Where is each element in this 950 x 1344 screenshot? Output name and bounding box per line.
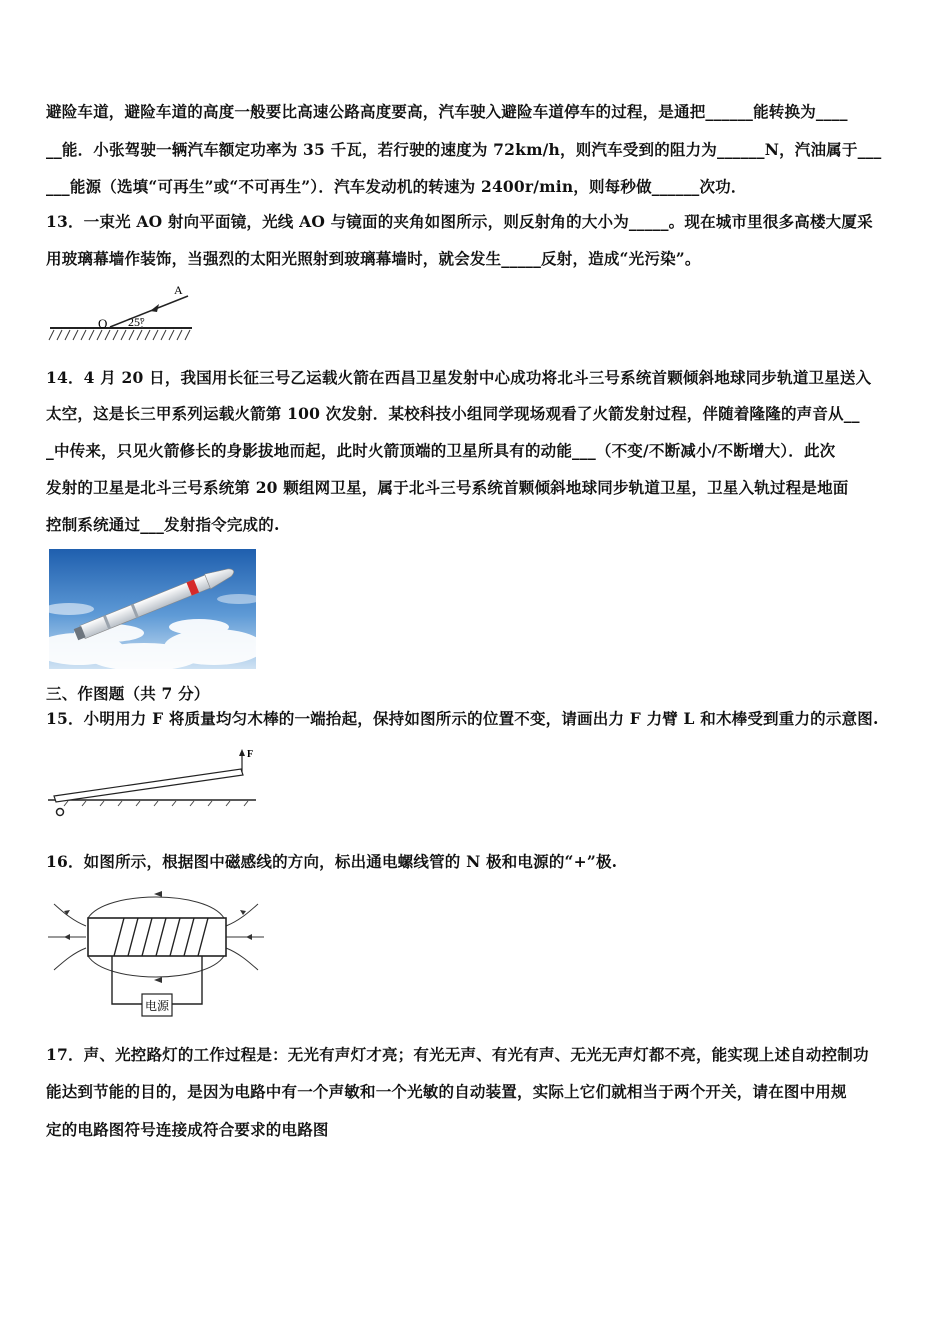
mirror-light-figure: [46, 282, 196, 346]
force-label-f: F: [247, 749, 254, 760]
angle-label: 25°: [128, 315, 145, 329]
lever-figure: [46, 744, 266, 822]
q14-text-line-4: 发射的卫星是北斗三号系统第 20 颗组网卫星，属于北斗三号系统首颗倾斜地球同步轨道卫星，卫星入轨过程是地面: [46, 478, 849, 497]
q15-text-line-1: 15．小明用力 F 将质量均匀木棒的一端抬起，保持如图所示的位置不变，请画出力 F 力臂 L 和木棒受到重力的示意图.: [46, 709, 879, 728]
rocket-photo: [49, 549, 256, 669]
section-heading: 三、作图题（共 7 分）: [46, 684, 210, 703]
q16-text-line-1: 16．如图所示，根据图中磁感线的方向，标出通电螺线管的 N 极和电源的“+”极.: [46, 852, 618, 871]
q14-text-line-1: 14．4 月 20 日，我国用长征三号乙运载火箭在西昌卫星发射中心成功将北斗三号系统首颗倾斜地球同步轨道卫星送入: [46, 368, 872, 387]
solenoid-figure: [46, 880, 266, 1026]
q17-text-line-2: 能达到节能的目的，是因为电路中有一个声敏和一个光敏的自动装置，实际上它们就相当于两个开关，请在图中用规: [46, 1082, 847, 1101]
q17-text-line-1: 17．声、光控路灯的工作过程是：无光有声灯才亮；有光无声、有光有声、无光无声灯都不亮，能实现上述自动控制功: [46, 1045, 869, 1064]
q14-text-line-5: 控制系统通过___发射指令完成的.: [46, 515, 280, 534]
q13-text-line-2: 用玻璃幕墙作装饰，当强烈的太阳光照射到玻璃幕墙时，就会发生_____反射，造成“光污染”。: [46, 249, 701, 268]
ray-label-a: A: [174, 283, 183, 297]
point-label-o: O: [98, 316, 108, 331]
q12-text-line-3: ___能源（选填“可再生”或“不可再生”）．汽车发动机的转速为 2400r/min，则每秒做______次功．: [46, 177, 747, 196]
q14-text-line-2: 太空，这是长三甲系列运载火箭第 100 次发射．某校科技小组同学现场观看了火箭发射过程，伴随着隆隆的声音从__: [46, 404, 860, 423]
q14-text-line-3: _中传来，只见火箭修长的身影拔地而起，此时火箭顶端的卫星所具有的动能___（不变/不断减小/不断增大）．此次: [46, 441, 836, 460]
q13-text-line-1: 13．一束光 AO 射向平面镜，光线 AO 与镜面的夹角如图所示，则反射角的大小为_____。现在城市里很多高楼大厦采: [46, 212, 873, 231]
q12-text-line-2: __能．小张驾驶一辆汽车额定功率为 35 千瓦，若行驶的速度为 72km/h，则汽车受到的阻力为______N，汽油属于___: [46, 140, 882, 159]
q17-text-line-3: 定的电路图符号连接成符合要求的电路图: [46, 1120, 329, 1139]
q12-text-line-1: 避险车道，避险车道的高度一般要比高速公路高度要高，汽车驶入避险车道停车的过程，是通把______能转换为____: [46, 102, 848, 121]
power-source-label: 电源: [144, 999, 170, 1013]
